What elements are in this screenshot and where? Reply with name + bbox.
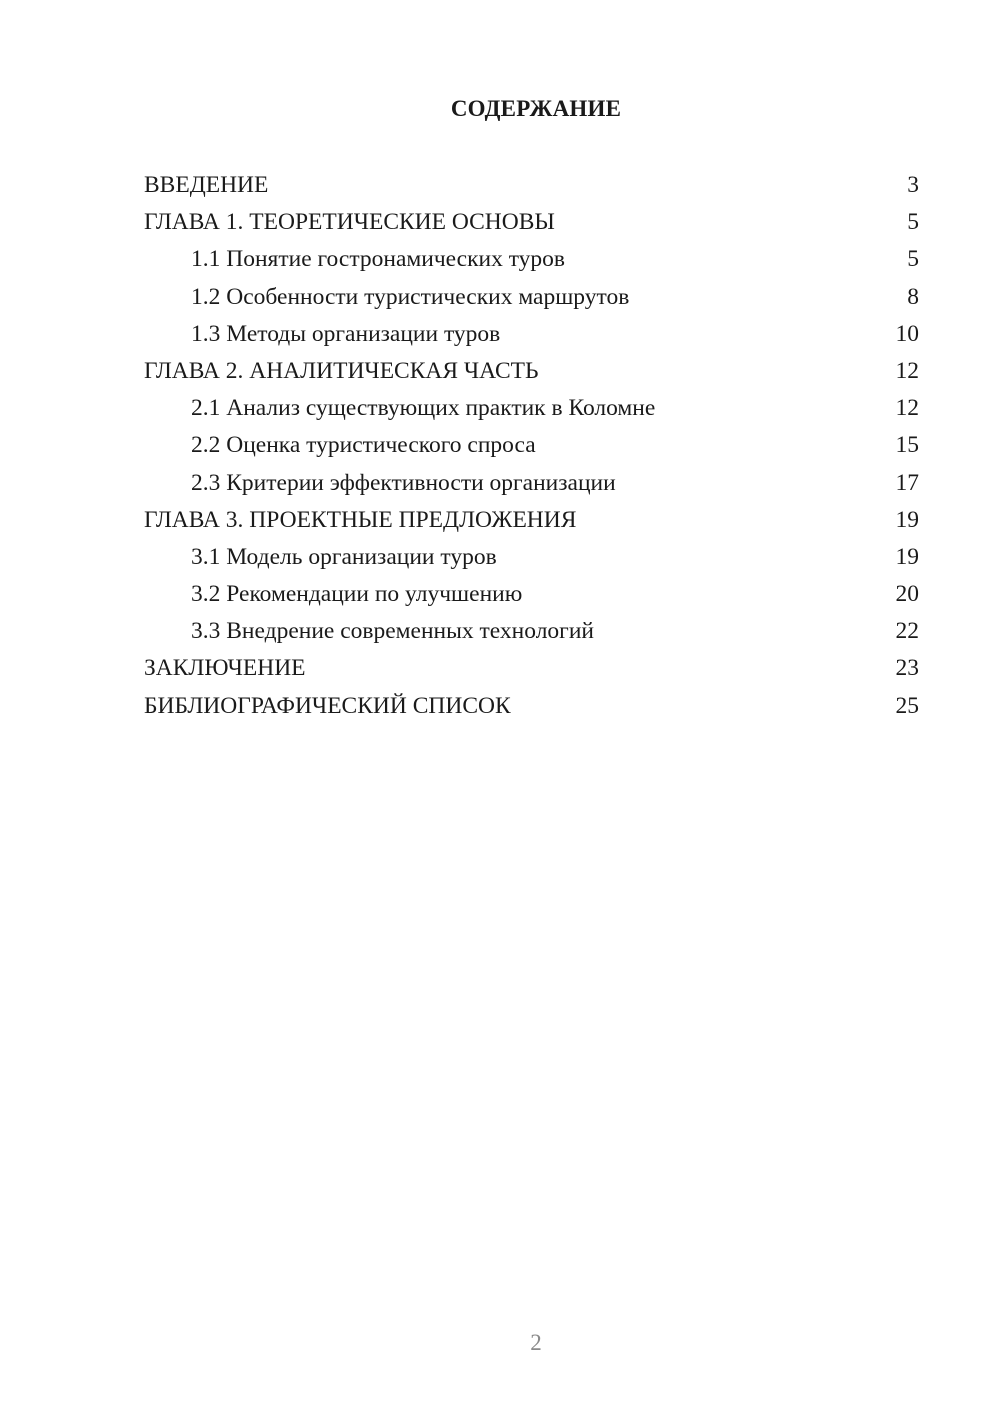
- toc-entry[interactable]: [144, 167, 919, 204]
- toc-entry-label: 1.1 Понятие гостронамических туров: [191, 246, 566, 273]
- toc-subentry[interactable]: [144, 316, 919, 353]
- page-number: 2: [530, 1330, 542, 1355]
- toc-entry-page: 5: [907, 246, 919, 273]
- toc-entry-page: 12: [895, 357, 919, 384]
- toc-entry-page: 5: [907, 209, 919, 236]
- toc-entry-label: 2.3 Критерии эффективности организации: [191, 469, 616, 496]
- toc-entry-label: ГЛАВА 2. АНАЛИТИЧЕСКАЯ ЧАСТЬ: [144, 357, 539, 384]
- toc-entry-label: ГЛАВА 1. ТЕОРЕТИЧЕСКИЕ ОСНОВЫ: [144, 209, 555, 236]
- toc-entry-page: 8: [907, 283, 919, 310]
- toc-entry-label: ГЛАВА 3. ПРОЕКТНЫЕ ПРЕДЛОЖЕНИЯ: [144, 506, 577, 533]
- toc-subentry[interactable]: [144, 390, 919, 427]
- toc-subentry[interactable]: [144, 576, 919, 613]
- toc-entry[interactable]: [144, 688, 919, 725]
- toc-entry-label: БИБЛИОГРАФИЧЕСКИЙ СПИСОК: [144, 692, 511, 719]
- toc-subentry[interactable]: [144, 427, 919, 464]
- toc-entry-page: 22: [895, 618, 919, 645]
- toc-entry-page: 3: [907, 172, 919, 198]
- toc-entry-label: ВВЕДЕНИЕ: [144, 172, 269, 198]
- toc-entry-label: 2.2 Оценка туристического спроса: [191, 432, 536, 459]
- toc-entry-page: 10: [895, 320, 919, 347]
- toc-entry[interactable]: [144, 204, 919, 241]
- toc-entry-label: 3.3 Внедрение современных технологий: [191, 618, 594, 645]
- toc-entry-label: 1.3 Методы организации туров: [191, 320, 501, 347]
- toc-subentry[interactable]: [144, 539, 919, 576]
- toc-entry-page: 19: [895, 543, 919, 570]
- toc-subentry[interactable]: [144, 279, 919, 316]
- toc-entry-page: 19: [895, 506, 919, 533]
- toc-subentry[interactable]: [144, 241, 919, 278]
- toc-entry-label: 3.2 Рекомендации по улучшению: [191, 581, 523, 608]
- toc-entry-label: 3.1 Модель организации туров: [191, 543, 497, 570]
- table-of-contents: [144, 167, 919, 725]
- toc-entry-page: 20: [895, 581, 919, 608]
- toc-entry-page: 12: [895, 395, 919, 422]
- toc-subentry[interactable]: [144, 613, 919, 650]
- page-title: СОДЕРЖАНИЕ: [450, 96, 622, 121]
- toc-entry[interactable]: [144, 650, 919, 687]
- toc-entry[interactable]: [144, 502, 919, 539]
- toc-entry[interactable]: [144, 353, 919, 390]
- toc-entry-label: 2.1 Анализ существующих практик в Коломне: [191, 395, 656, 422]
- toc-entry-label: 1.2 Особенности туристических маршрутов: [191, 283, 630, 310]
- toc-entry-page: 23: [895, 655, 919, 682]
- toc-entry-label: ЗАКЛЮЧЕНИЕ: [144, 655, 306, 682]
- toc-subentry[interactable]: [144, 465, 919, 502]
- toc-entry-page: 15: [895, 432, 919, 459]
- toc-entry-page: 25: [895, 692, 919, 719]
- toc-entry-page: 17: [895, 469, 919, 496]
